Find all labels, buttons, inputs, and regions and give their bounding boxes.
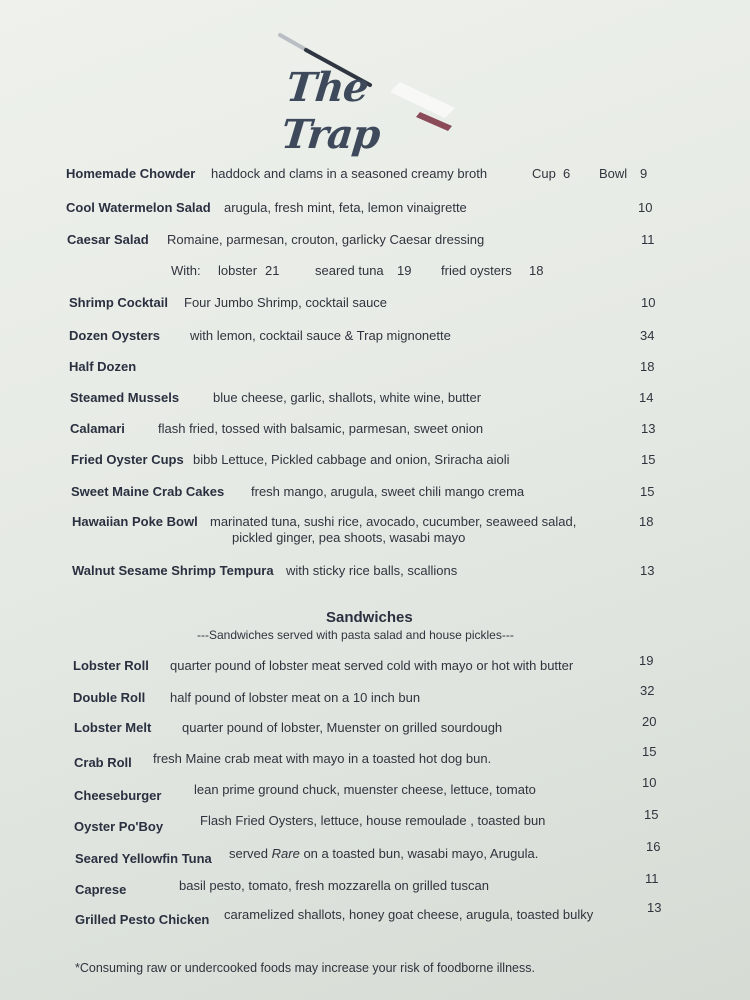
item-price: 13 — [640, 563, 655, 578]
menu-item-caprese — [0, 871, 750, 904]
item-name: Shrimp Cocktail — [69, 295, 168, 310]
item-price: 10 — [641, 295, 656, 310]
menu-item-double-roll — [0, 683, 750, 712]
item-name: Cheeseburger — [74, 788, 162, 803]
item-description: haddock and clams in a seasoned creamy broth — [211, 166, 488, 181]
menu-item-caesar-salad — [0, 232, 750, 254]
menu-item-pesto-chicken — [0, 900, 750, 934]
desc-part: served — [229, 846, 272, 861]
item-name: Lobster Roll — [73, 658, 149, 673]
addons-label: With: — [171, 263, 201, 278]
item-name: Oyster Po'Boy — [74, 819, 164, 834]
addon-price: 19 — [397, 263, 412, 278]
menu-item-cheeseburger — [0, 775, 750, 810]
item-price: 15 — [644, 807, 659, 822]
item-price: 34 — [640, 328, 655, 343]
menu-item-lobster-roll — [0, 653, 750, 680]
item-description: Four Jumbo Shrimp, cocktail sauce — [184, 295, 388, 310]
item-price: 10 — [642, 775, 657, 790]
item-price: 13 — [647, 900, 662, 915]
menu-item-oyster-poboy — [0, 807, 750, 841]
menu-item-yellowfin-tuna — [0, 839, 750, 873]
item-description: with sticky rice balls, scallions — [286, 563, 458, 578]
desc-part: on a toasted bun, wasabi mayo, Arugula. — [299, 846, 539, 861]
item-name: Dozen Oysters — [69, 328, 161, 343]
item-description: bibb Lettuce, Pickled cabbage and onion, Sriracha aioli — [193, 452, 510, 467]
item-price: 10 — [638, 200, 653, 215]
item-description-line-2: pickled ginger, pea shoots, wasabi mayo — [232, 530, 466, 545]
item-name: Half Dozen — [69, 359, 137, 374]
addon-name: fried oysters — [441, 263, 512, 278]
item-description: caramelized shallots, honey goat cheese, arugula, toasted bulky — [224, 907, 594, 922]
item-description: quarter pound of lobster meat served cold with mayo or hot with butter — [170, 658, 574, 673]
menu-item-dozen-oysters — [0, 328, 750, 350]
item-price: 18 — [639, 514, 654, 529]
item-name: Hawaiian Poke Bowl — [72, 514, 198, 529]
bowl-label: Bowl — [599, 166, 628, 181]
item-name: Fried Oyster Cups — [71, 452, 184, 467]
item-name: Crab Roll — [74, 755, 132, 770]
menu-item-fried-oyster-cups — [0, 452, 750, 474]
item-name: Caprese — [75, 882, 127, 897]
item-price: 15 — [641, 452, 656, 467]
item-description: with lemon, cocktail sauce & Trap mignonette — [190, 328, 451, 343]
item-description — [229, 846, 538, 861]
menu-item-watermelon-salad — [0, 200, 750, 222]
item-price: 19 — [639, 653, 654, 668]
item-name: Steamed Mussels — [70, 390, 180, 405]
sandwiches-heading: Sandwiches — [326, 609, 413, 626]
item-price: 11 — [645, 871, 659, 886]
desc-emphasis: Rare — [271, 846, 300, 861]
item-name: Caesar Salad — [67, 232, 149, 247]
item-price: 18 — [640, 359, 655, 374]
addon-name: lobster — [218, 263, 258, 278]
sandwiches-subtitle: ---Sandwiches served with pasta salad and house pickles--- — [197, 628, 514, 642]
menu-item-steamed-mussels — [0, 390, 750, 412]
item-description: Romaine, parmesan, crouton, garlicky Caesar dressing — [167, 232, 485, 247]
item-price: 13 — [641, 421, 656, 436]
item-name: Double Roll — [73, 690, 146, 705]
cup-price: 6 — [563, 166, 571, 181]
item-price: 16 — [646, 839, 661, 854]
item-price: 15 — [642, 744, 657, 759]
addon-price: 21 — [265, 263, 280, 278]
addon-name: seared tuna — [315, 263, 384, 278]
menu-item-lobster-melt — [0, 714, 750, 742]
cup-label: Cup — [532, 166, 556, 181]
food-safety-footnote: *Consuming raw or undercooked foods may increase your risk of foodborne illness. — [75, 961, 535, 975]
item-description: basil pesto, tomato, fresh mozzarella on grilled tuscan — [179, 878, 489, 893]
the-trap-logo — [270, 30, 470, 158]
menu-item-chowder — [0, 166, 750, 188]
item-description: fresh mango, arugula, sweet chili mango crema — [251, 484, 525, 499]
item-name: Homemade Chowder — [66, 166, 196, 181]
item-price: 20 — [642, 714, 657, 729]
item-name: Seared Yellowfin Tuna — [75, 851, 212, 866]
menu-item-calamari — [0, 421, 750, 443]
item-name: Lobster Melt — [74, 720, 152, 735]
item-name: Grilled Pesto Chicken — [75, 912, 210, 927]
item-description: blue cheese, garlic, shallots, white wine, butter — [213, 390, 482, 405]
item-name: Calamari — [70, 421, 125, 436]
item-description: arugula, fresh mint, feta, lemon vinaigrette — [224, 200, 467, 215]
logo-wordmark: The Trap — [279, 64, 382, 158]
menu-item-crab-roll — [0, 744, 750, 777]
item-description: flash fried, tossed with balsamic, parmesan, sweet onion — [158, 421, 484, 436]
menu-item-poke-bowl — [0, 514, 750, 550]
item-name: Sweet Maine Crab Cakes — [71, 484, 225, 499]
item-description: half pound of lobster meat on a 10 inch bun — [170, 690, 421, 705]
item-price: 32 — [640, 683, 655, 698]
item-name: Cool Watermelon Salad — [66, 200, 211, 215]
item-description: marinated tuna, sushi rice, avocado, cucumber, seaweed salad, — [210, 514, 577, 529]
item-name: Walnut Sesame Shrimp Tempura — [72, 563, 274, 578]
menu-item-shrimp-tempura — [0, 563, 750, 585]
item-price: 15 — [640, 484, 655, 499]
caesar-addons — [0, 263, 750, 285]
menu-item-shrimp-cocktail — [0, 295, 750, 317]
bowl-price: 9 — [640, 166, 648, 181]
item-description: lean prime ground chuck, muenster cheese, lettuce, tomato — [194, 782, 536, 797]
menu-item-crab-cakes — [0, 484, 750, 506]
item-description: Flash Fried Oysters, lettuce, house remoulade , toasted bun — [200, 813, 546, 828]
item-description: fresh Maine crab meat with mayo in a toasted hot dog bun. — [153, 751, 492, 766]
addon-price: 18 — [529, 263, 544, 278]
menu-item-half-dozen — [0, 359, 750, 381]
item-price: 14 — [639, 390, 654, 405]
item-description: quarter pound of lobster, Muenster on grilled sourdough — [182, 720, 503, 735]
item-price: 11 — [641, 232, 655, 247]
